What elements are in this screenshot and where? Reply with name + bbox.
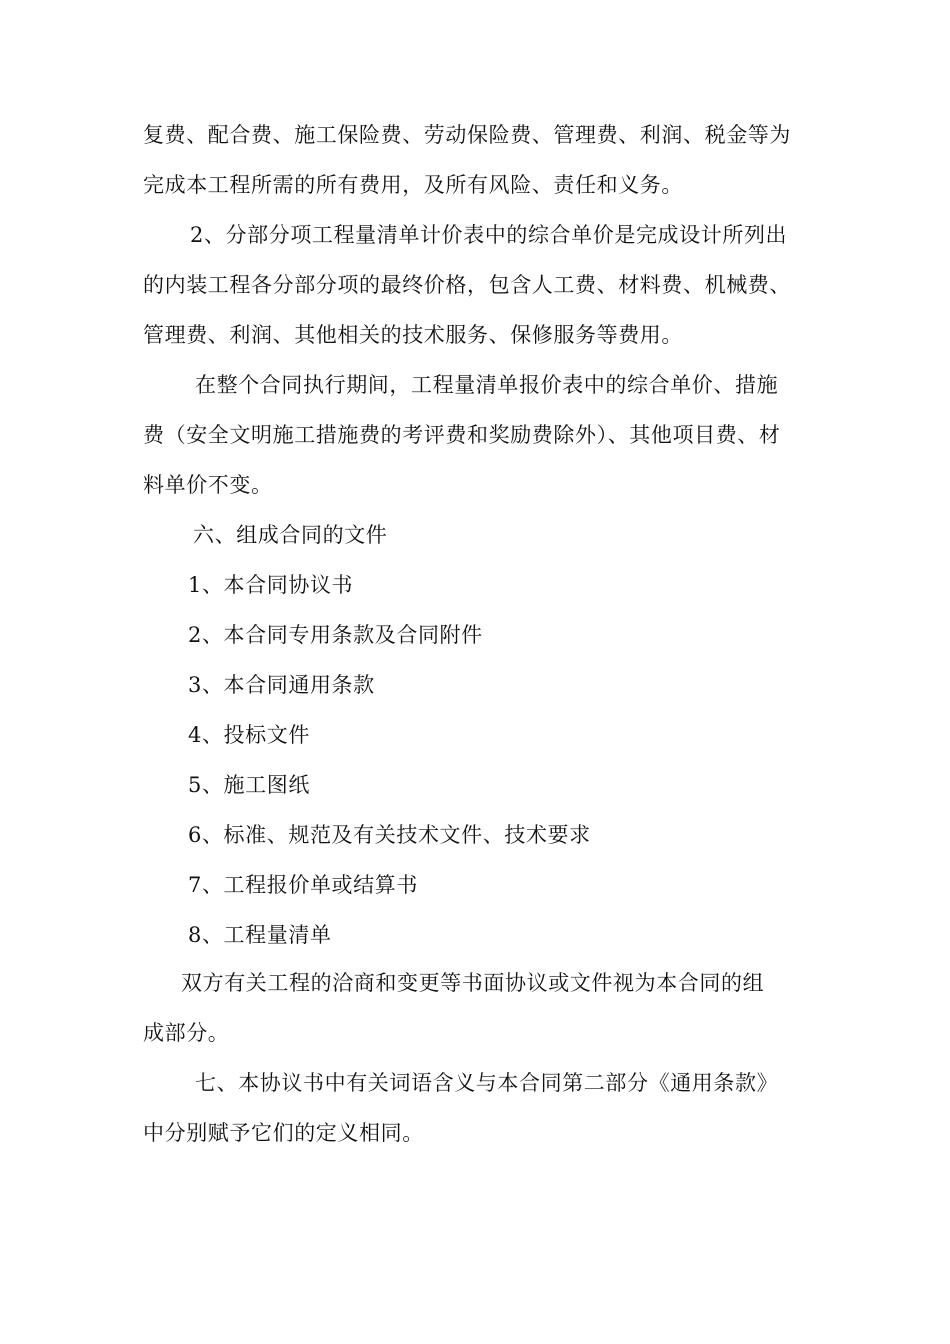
- contract-document-item: 2、本合同专用条款及合同附件: [188, 623, 483, 647]
- paragraph-2-line-2: 的内装工程各分部分项的最终价格，包含人工费、材料费、机械费、: [143, 273, 791, 297]
- section-7-line-1: 七、本协议书中有关词语含义与本合同第二部分《通用条款》: [195, 1071, 779, 1095]
- paragraph-2-line-1: 2、分部分项工程量清单计价表中的综合单价是完成设计所列出: [190, 223, 788, 247]
- contract-document-item: 3、本合同通用条款: [188, 673, 375, 697]
- section-6-heading: 六、组成合同的文件: [193, 523, 388, 547]
- paragraph-4-line-2: 成部分。: [143, 1021, 230, 1045]
- paragraph-1-line-2: 完成本工程所需的所有费用，及所有风险、责任和义务。: [143, 173, 683, 197]
- contract-document-item: 1、本合同协议书: [188, 573, 354, 597]
- contract-document-item: 8、工程量清单: [188, 923, 332, 947]
- paragraph-2-line-3: 管理费、利润、其他相关的技术服务、保修服务等费用。: [143, 323, 683, 347]
- paragraph-3-line-3: 料单价不变。: [143, 473, 273, 497]
- contract-document-item: 6、标准、规范及有关技术文件、技术要求: [188, 823, 591, 847]
- contract-document-item: 4、投标文件: [188, 723, 310, 747]
- section-7-line-2: 中分别赋予它们的定义相同。: [143, 1121, 424, 1145]
- contract-document-item: 7、工程报价单或结算书: [188, 873, 418, 897]
- contract-document-item: 5、施工图纸: [188, 773, 310, 797]
- paragraph-4-line-1: 双方有关工程的洽商和变更等书面协议或文件视为本合同的组: [181, 971, 765, 995]
- paragraph-1-line-1: 复费、配合费、施工保险费、劳动保险费、管理费、利润、税金等为: [143, 123, 791, 147]
- paragraph-3-line-2: 费（安全文明施工措施费的考评费和奖励费除外）、其他项目费、材: [143, 423, 781, 447]
- paragraph-3-line-1: 在整个合同执行期间，工程量清单报价表中的综合单价、措施: [195, 373, 779, 397]
